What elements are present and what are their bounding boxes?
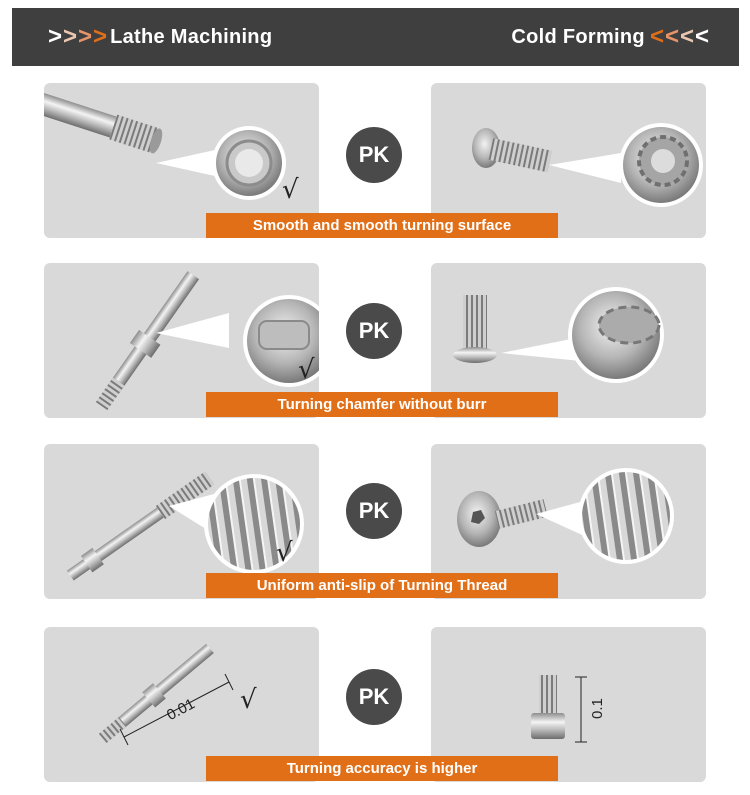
pk-badge: PK bbox=[346, 303, 402, 359]
dimension-label: 0.1 bbox=[589, 698, 606, 719]
pk-badge: PK bbox=[346, 483, 402, 539]
cold-forming-title: Cold Forming bbox=[511, 25, 645, 48]
arrow-left-icon: < bbox=[649, 23, 664, 50]
arrow-right-icon: > bbox=[78, 23, 93, 50]
cold-forming-heading bbox=[511, 25, 709, 49]
caption-banner: Uniform anti-slip of Turning Thread bbox=[206, 573, 558, 598]
arrow-right-icon: > bbox=[48, 23, 63, 50]
arrow-right-icon: > bbox=[93, 23, 108, 50]
pk-badge: PK bbox=[346, 669, 402, 725]
caption-banner: Turning accuracy is higher bbox=[206, 756, 558, 781]
arrow-left-icon: < bbox=[694, 23, 709, 50]
lathe-machining-heading bbox=[48, 25, 272, 49]
arrow-left-icon: < bbox=[679, 23, 694, 50]
check-mark-icon: √ bbox=[240, 685, 257, 715]
check-mark-icon: √ bbox=[298, 355, 315, 385]
arrow-right-icon: > bbox=[63, 23, 78, 50]
arrow-left-icon: < bbox=[664, 23, 679, 50]
pk-badge: PK bbox=[346, 127, 402, 183]
dimension-label: 0.01 bbox=[164, 695, 198, 725]
caption-banner: Turning chamfer without burr bbox=[206, 392, 558, 417]
check-mark-icon: √ bbox=[276, 538, 293, 568]
check-mark-icon: √ bbox=[282, 175, 299, 205]
caption-banner: Smooth and smooth turning surface bbox=[206, 213, 558, 238]
lathe-machining-title: Lathe Machining bbox=[110, 25, 273, 48]
header-bar bbox=[12, 8, 739, 66]
